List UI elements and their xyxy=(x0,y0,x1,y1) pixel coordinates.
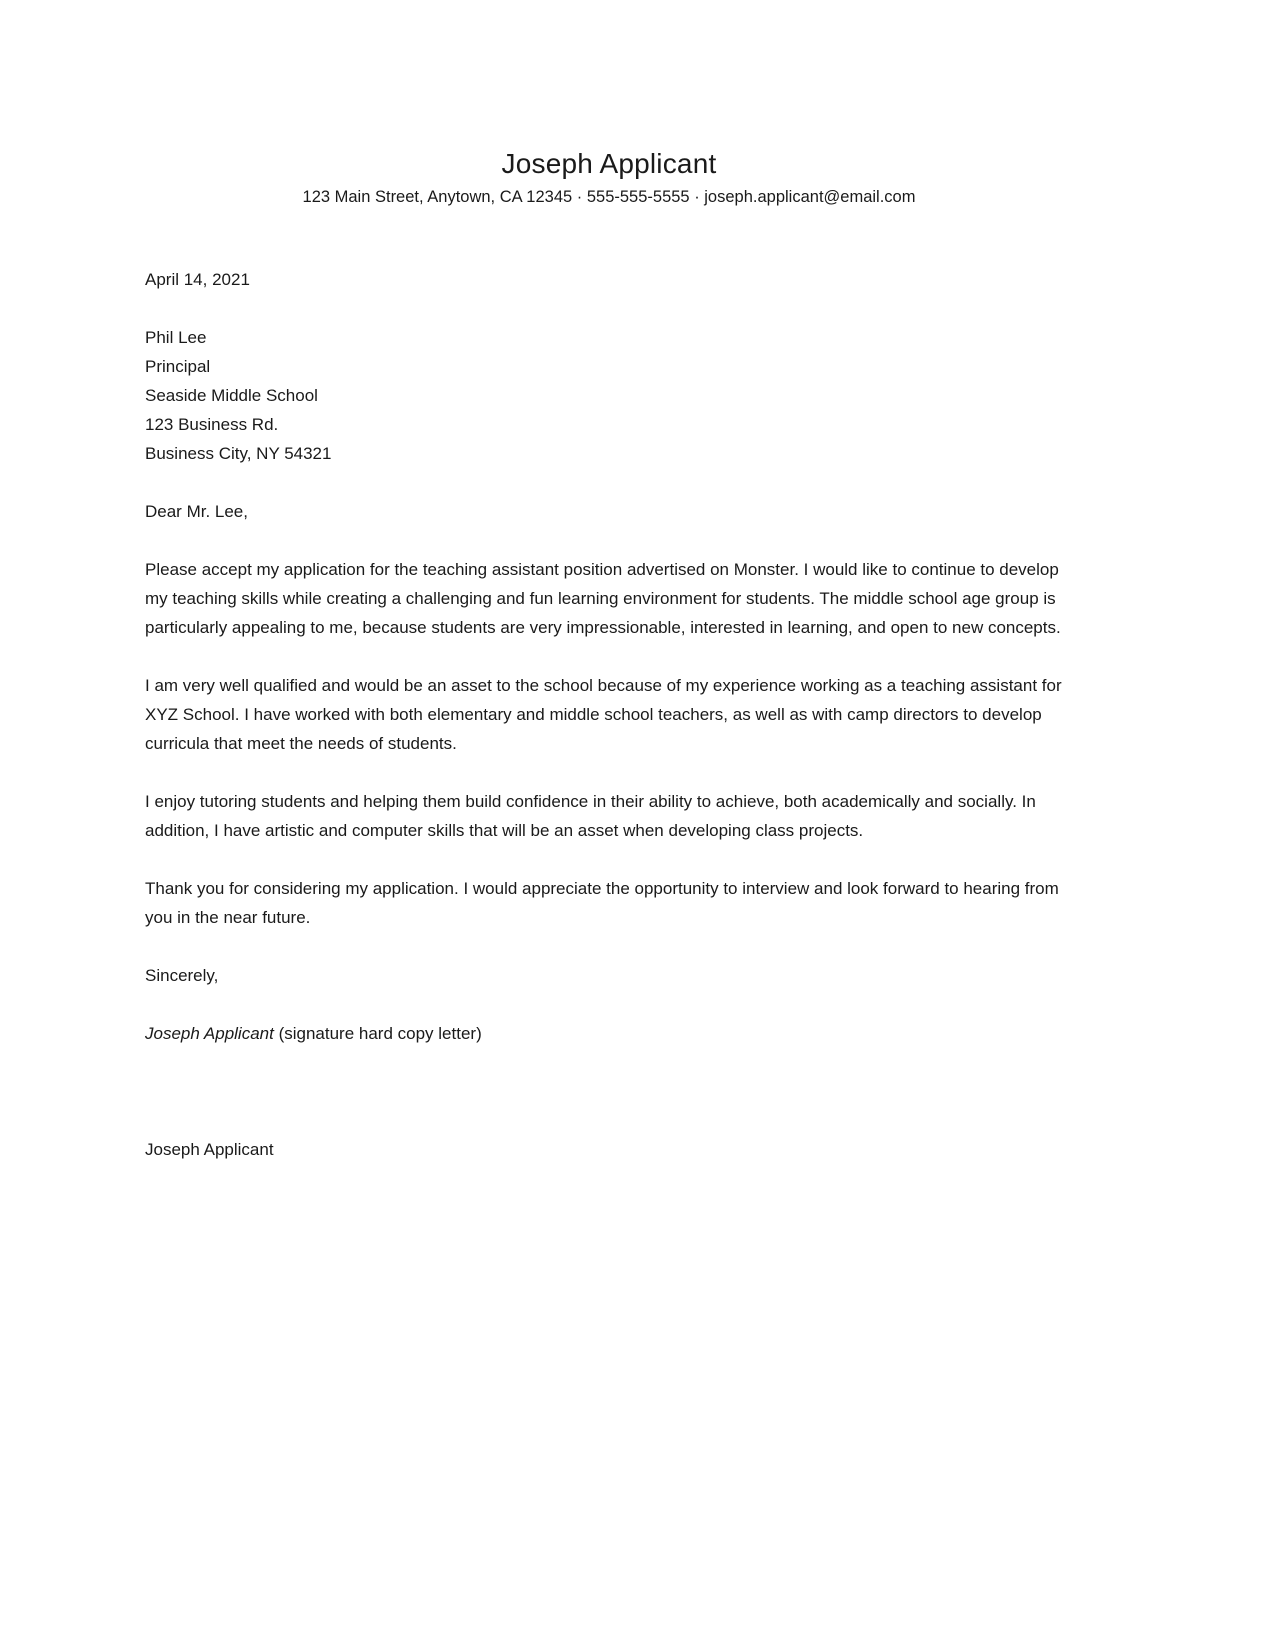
salutation: Dear Mr. Lee, xyxy=(145,502,248,521)
closing: Sincerely, xyxy=(145,966,219,985)
sender-name: Joseph Applicant xyxy=(501,148,717,179)
sender-contact-line: 123 Main Street, Anytown, CA 12345 · 555-555-5555 · joseph.applicant@email.com xyxy=(302,188,916,206)
typed-name: Joseph Applicant xyxy=(145,1140,274,1159)
paragraph-skills: I enjoy tutoring students and helping them build confidence in their ability to achieve, both academically and socially. In addition, I have artistic and computer skills that will be an asset when developing class projects. xyxy=(145,792,1036,840)
recipient-block xyxy=(145,323,1073,468)
recipient-organization: Seaside Middle School xyxy=(145,386,318,405)
date-line: April 14, 2021 xyxy=(145,270,250,289)
recipient-city-state-zip: Business City, NY 54321 xyxy=(145,444,332,463)
recipient-street: 123 Business Rd. xyxy=(145,415,279,434)
signature-line xyxy=(145,1019,1073,1048)
letter-content xyxy=(145,146,1073,1164)
letter-header xyxy=(145,146,1073,209)
signature-note: (signature hard copy letter) xyxy=(273,1024,482,1043)
recipient-name: Phil Lee xyxy=(145,328,207,347)
recipient-title: Principal xyxy=(145,357,211,376)
paragraph-thanks: Thank you for considering my application. I would appreciate the opportunity to interview and look forward to hearing from you in the near future. xyxy=(145,879,1059,927)
signature-name: Joseph Applicant xyxy=(145,1024,274,1043)
paragraph-intro: Please accept my application for the teaching assistant position advertised on Monster. I would like to continue to develop my teaching skills while creating a challenging and fun learning environment for students. The middle school age group is particularly appealing to me, because students are very impressionable, interested in learning, and open to new concepts. xyxy=(145,560,1061,637)
paragraph-qualifications: I am very well qualified and would be an asset to the school because of my experience working as a teaching assistant for XYZ School. I have worked with both elementary and middle school teachers, as well as with camp directors to develop curricula that meet the needs of students. xyxy=(145,676,1062,753)
